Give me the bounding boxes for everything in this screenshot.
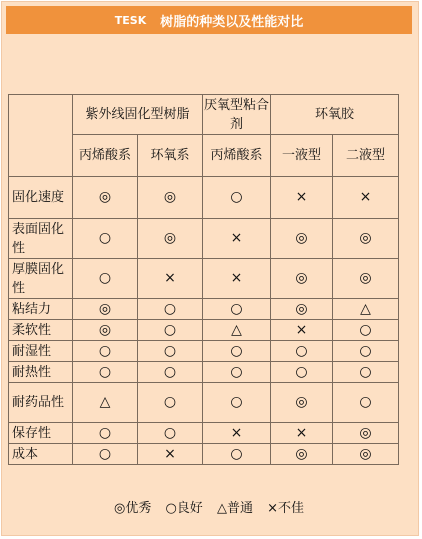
rating-cell: ○ [73, 444, 138, 465]
rating-cell: ○ [203, 383, 271, 423]
rating-cell: △ [73, 383, 138, 423]
rating-cell: × [271, 423, 333, 444]
rating-cell: ◎ [333, 219, 399, 259]
table-row [9, 362, 399, 383]
rating-cell: ◎ [333, 444, 399, 465]
table-row [9, 341, 399, 362]
rating-cell: ○ [203, 362, 271, 383]
rating-cell: ◎ [333, 423, 399, 444]
rating-cell: ○ [138, 299, 203, 320]
rating-cell: ○ [203, 341, 271, 362]
rating-cell: ◎ [73, 177, 138, 219]
rating-cell: ○ [333, 320, 399, 341]
rating-cell: ○ [271, 362, 333, 383]
rating-cell: ◎ [138, 219, 203, 259]
rating-cell: ○ [138, 362, 203, 383]
legend [0, 497, 418, 516]
row-label: 耐药品性 [9, 383, 73, 423]
row-label: 厚膜固化性 [9, 259, 73, 299]
legend-item-normal: △普通 [216, 501, 253, 516]
legend-item-excellent: ◎优秀 [113, 501, 152, 516]
rating-cell: ○ [333, 383, 399, 423]
rating-cell: ○ [203, 444, 271, 465]
rating-cell: × [333, 177, 399, 219]
rating-cell: ○ [138, 320, 203, 341]
rating-cell: × [203, 423, 271, 444]
group-header-anaerobic: 厌氧型粘合剂 [203, 95, 271, 135]
table-row [9, 444, 399, 465]
rating-cell: ○ [138, 383, 203, 423]
rating-cell: ◎ [333, 259, 399, 299]
rating-cell: ◎ [271, 444, 333, 465]
rating-cell: × [203, 219, 271, 259]
title-bar [6, 6, 412, 34]
rating-cell: × [138, 444, 203, 465]
page-title: 树脂的种类以及性能对比 [160, 14, 304, 30]
rating-cell: ◎ [73, 320, 138, 341]
rating-cell: ○ [73, 423, 138, 444]
row-label: 保存性 [9, 423, 73, 444]
brand-tag: TESK [114, 13, 147, 27]
rating-cell: × [271, 177, 333, 219]
rating-cell: ◎ [271, 383, 333, 423]
rating-cell: △ [203, 320, 271, 341]
rating-cell: ◎ [271, 299, 333, 320]
table-row [9, 259, 399, 299]
table-row [9, 320, 399, 341]
rating-cell: ◎ [138, 177, 203, 219]
rating-cell: ○ [73, 341, 138, 362]
sub-header: 丙烯酸系 [73, 135, 138, 177]
table-body [9, 177, 399, 465]
rating-cell: ○ [138, 341, 203, 362]
table-row [9, 219, 399, 259]
sub-header: 二液型 [333, 135, 399, 177]
rating-cell: × [271, 320, 333, 341]
group-header-row [9, 95, 399, 135]
rating-cell: ○ [203, 299, 271, 320]
rating-cell: ○ [333, 362, 399, 383]
row-label: 粘结力 [9, 299, 73, 320]
sub-header: 环氧系 [138, 135, 203, 177]
table-row [9, 177, 399, 219]
sub-header: 丙烯酸系 [203, 135, 271, 177]
rating-cell: × [203, 259, 271, 299]
rating-cell: × [138, 259, 203, 299]
corner-cell [9, 95, 73, 177]
row-label: 固化速度 [9, 177, 73, 219]
rating-cell: ○ [138, 423, 203, 444]
rating-cell: ◎ [271, 259, 333, 299]
comparison-table [8, 94, 399, 465]
rating-cell: ○ [73, 259, 138, 299]
table-row [9, 383, 399, 423]
row-label: 成本 [9, 444, 73, 465]
group-header-epoxy: 环氧胶 [271, 95, 399, 135]
rating-cell: ◎ [271, 219, 333, 259]
row-label: 耐热性 [9, 362, 73, 383]
rating-cell: △ [333, 299, 399, 320]
group-header-uv-resin: 紫外线固化型树脂 [73, 95, 203, 135]
legend-item-good: ○良好 [165, 501, 203, 516]
sub-header: 一液型 [271, 135, 333, 177]
rating-cell: ○ [271, 341, 333, 362]
rating-cell: ○ [203, 177, 271, 219]
table-row [9, 299, 399, 320]
rating-cell: ◎ [73, 299, 138, 320]
rating-cell: ○ [73, 219, 138, 259]
table-row [9, 423, 399, 444]
rating-cell: ○ [333, 341, 399, 362]
rating-cell: ○ [73, 362, 138, 383]
row-label: 表面固化性 [9, 219, 73, 259]
row-label: 耐湿性 [9, 341, 73, 362]
row-label: 柔软性 [9, 320, 73, 341]
legend-item-poor: ×不佳 [267, 501, 304, 516]
